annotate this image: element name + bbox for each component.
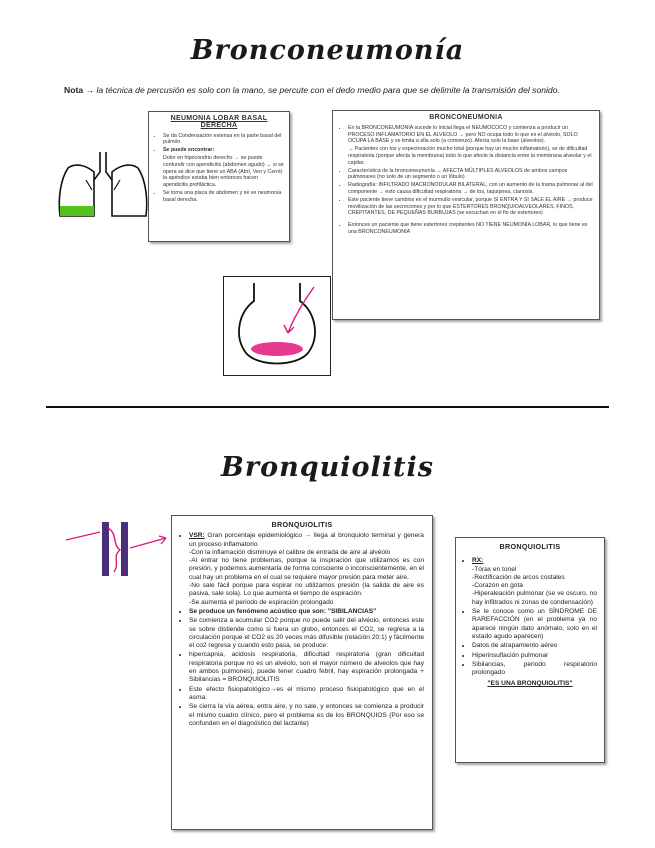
nota-paragraph (64, 84, 599, 96)
page-title-bronconeumonia: Bronconeumonía (190, 35, 465, 66)
list-item: • Este efecto fisiopatológico→es el mismo proceso fisiopatológico que en el asma: (189, 686, 424, 703)
nota-label: Nota (64, 85, 84, 95)
bronchiole-illustration (64, 520, 168, 578)
rx-line: -Hiperaleación pulmonar (se ve oscuro, no hay infiltrados ni zonas de condensación) (472, 590, 597, 606)
section-divider (46, 406, 609, 408)
bronconeumonia-box (332, 110, 600, 320)
list-item: • Entonces un paciente que tiene estertores crepitantes NO TIENE NEUMONÍA LOBAR, lo que tiene es una BRONCONEUMONÍA (348, 222, 593, 236)
list-item: • Se toma una placa de abdomen y se ve neumonía basal derecha. (163, 190, 284, 204)
list-item: • hipercapnia, acidosis respiratoria, dificultad respiratoria (gran dificultad respiratoria porque no es un alvéolo, son el mayor número de alveolos que hay en ambos pulmones), puede tener cuadro febril, hay espiración prolongada + Sibilancias = BRONQUIOLITIS (189, 651, 424, 684)
vsr-label: VSR: (189, 532, 205, 540)
rx-line: -Tórax en tonel (472, 565, 517, 573)
list-item: • Este paciente tiene cambios en el murmullo vesicular, porque SI ENTRA Y SI SALE EL AIRE → produce movilización de las secreciones y por lo que ESTERTORES BRONQUIOALVEOLARES, FINOS, CREPITANTES, DE PEQUEÑAS BURBUJAS (se escuchan en el fin de estertores) (348, 197, 593, 217)
bronquiolitis-side-box (455, 537, 605, 763)
bronquiolitis-main-box (171, 515, 433, 830)
bronquiolitis-main-title: BRONQUIOLITIS (271, 520, 333, 529)
list-item: • Sibilancias, periodo respiratorio prolongado (472, 661, 597, 678)
rx-label: RX: (472, 557, 484, 565)
alveolus-panel (223, 276, 331, 376)
list-item: • Hiperinsuflación pulmonar (472, 652, 597, 660)
list-item: • Se da Condensación extensa en la parte basal del pulmón (163, 133, 284, 147)
vsr-text: Gran porcentaje epidemiológico → llega al bronquiolo terminal y genera un proceso inflamatorio (189, 532, 424, 548)
nota-text: → la técnica de percusión es solo con la mano, se percute con el dedo medio para que se delimite la transmisión del sonido. (85, 85, 560, 95)
vsr-line: -Al entrar no tiene problemas, porque la inspiración que utilizamos es con presión, y podemos aumentarla de forma consciente o inconscientemente, en el cual hay un problema en el cual se requiere mayor presión para meter aire. (189, 557, 424, 581)
list-item: • Se comienza a acumular CO2 porque no puede salir del alvéolo, entonces este se sobre distiende como si fuera un globo, entonces el CO2, se regresa a la circulación porque el CO2 es 20 veces más difusible (relación 20:1) y fácilmente el co2 regresa y cuando esto pasa, se produce: (189, 617, 424, 650)
list-item: • En la BRONCONEUMONIA sucede lo inicial llega el NEUMOCOCO y comienza a producir un PROCESO INFLAMATORIO EN EL ALVEOLO → pero NO ocupa todo lo que es el alvéolo, SOLO OCUPA LA BASE y se limita a ella solo (a comienzo). Afecta solo la base (alveolos). (348, 125, 593, 145)
lungs-illustration (54, 150, 152, 228)
list-item: → Pacientes con tos y expectoración mucho total (porque hay un mucho inflamatorio), se de dificultad respiratoria (porque afecta la membrana) todo lo que afecte la distancia entre la membrana alveolar y el capilar. (348, 146, 592, 166)
neumonia-lobar-title: NEUMONIA LOBAR BASAL DERECHA (170, 115, 268, 129)
list-item: • Radiografía: INFILTRADO MACRONODULAR BILATERAL, con un aumento de la trama pulmonar al del componente → esto causa dificultad respiratoria → de tos, taquipnea, cianosis. (348, 182, 593, 196)
vsr-line: -Se aumenta el periodo de espiración prolongado (189, 598, 334, 606)
vsr-line: -Con la inflamación disminuye el calibre de entrada de aire al alvéolo (189, 548, 391, 556)
list-item: • Se puede encontrar: (163, 147, 284, 154)
list-item: Dolor en hipocondrio derecho → se puede confundir con apendicitis (abdomen agudo) → si se opera se dice que tiene un ABA (Abrí, Veo y Cerré) la apéndice estaba bien entonces hacen apendicitis profiláctica. (163, 154, 284, 189)
bronconeumonia-box-title: BRONCONEUMONIA (429, 114, 503, 121)
neumonia-lobar-box (148, 111, 290, 242)
list-item: • Se produce un fenómeno acústico que son: "SIBILANCIAS" (189, 608, 424, 616)
rx-line: -Corazón en gota (472, 582, 523, 590)
rx-line: -Rectificación de arcos costales (472, 573, 565, 581)
page-title-bronquiolitis: Bronquiolitis (221, 452, 434, 483)
bronquiolitis-side-title: BRONQUIOLITIS (499, 542, 561, 551)
list-item: • Se le conoce como un SÍNDROME DE RAREFACCIÓN (en el problema ya no aparece ningún dato anómalo, solo en el estado agudo aparecen) (472, 608, 597, 641)
side-box-footer: "ES UNA BRONQUIOLITIS" (487, 680, 573, 688)
list-item: • Datos de atrapamiento aéreo (472, 642, 597, 650)
list-item: • Se cierra la vía aérea, entra aire, y no sale, y entonces se comienza a producir el mismo cuadro clínico, pero el problema es de los BRONQUIOS (Por eso se confunden en el diagnóstico del lactante) (189, 703, 424, 728)
alveolus-illustration (224, 277, 330, 375)
vsr-line: -No sale fácil porque para espirar no utilizamos presión (la salida de aire es pasiva, sale sola). Lo que aumenta el tiempo de espiración. (189, 582, 424, 598)
list-item: • Característica de la bronconeumonía → AFECTA MÚLTIPLES ALVEOLOS de ambos campos pulmonares (no solo de un segmento o un lóbulo) (348, 168, 593, 182)
